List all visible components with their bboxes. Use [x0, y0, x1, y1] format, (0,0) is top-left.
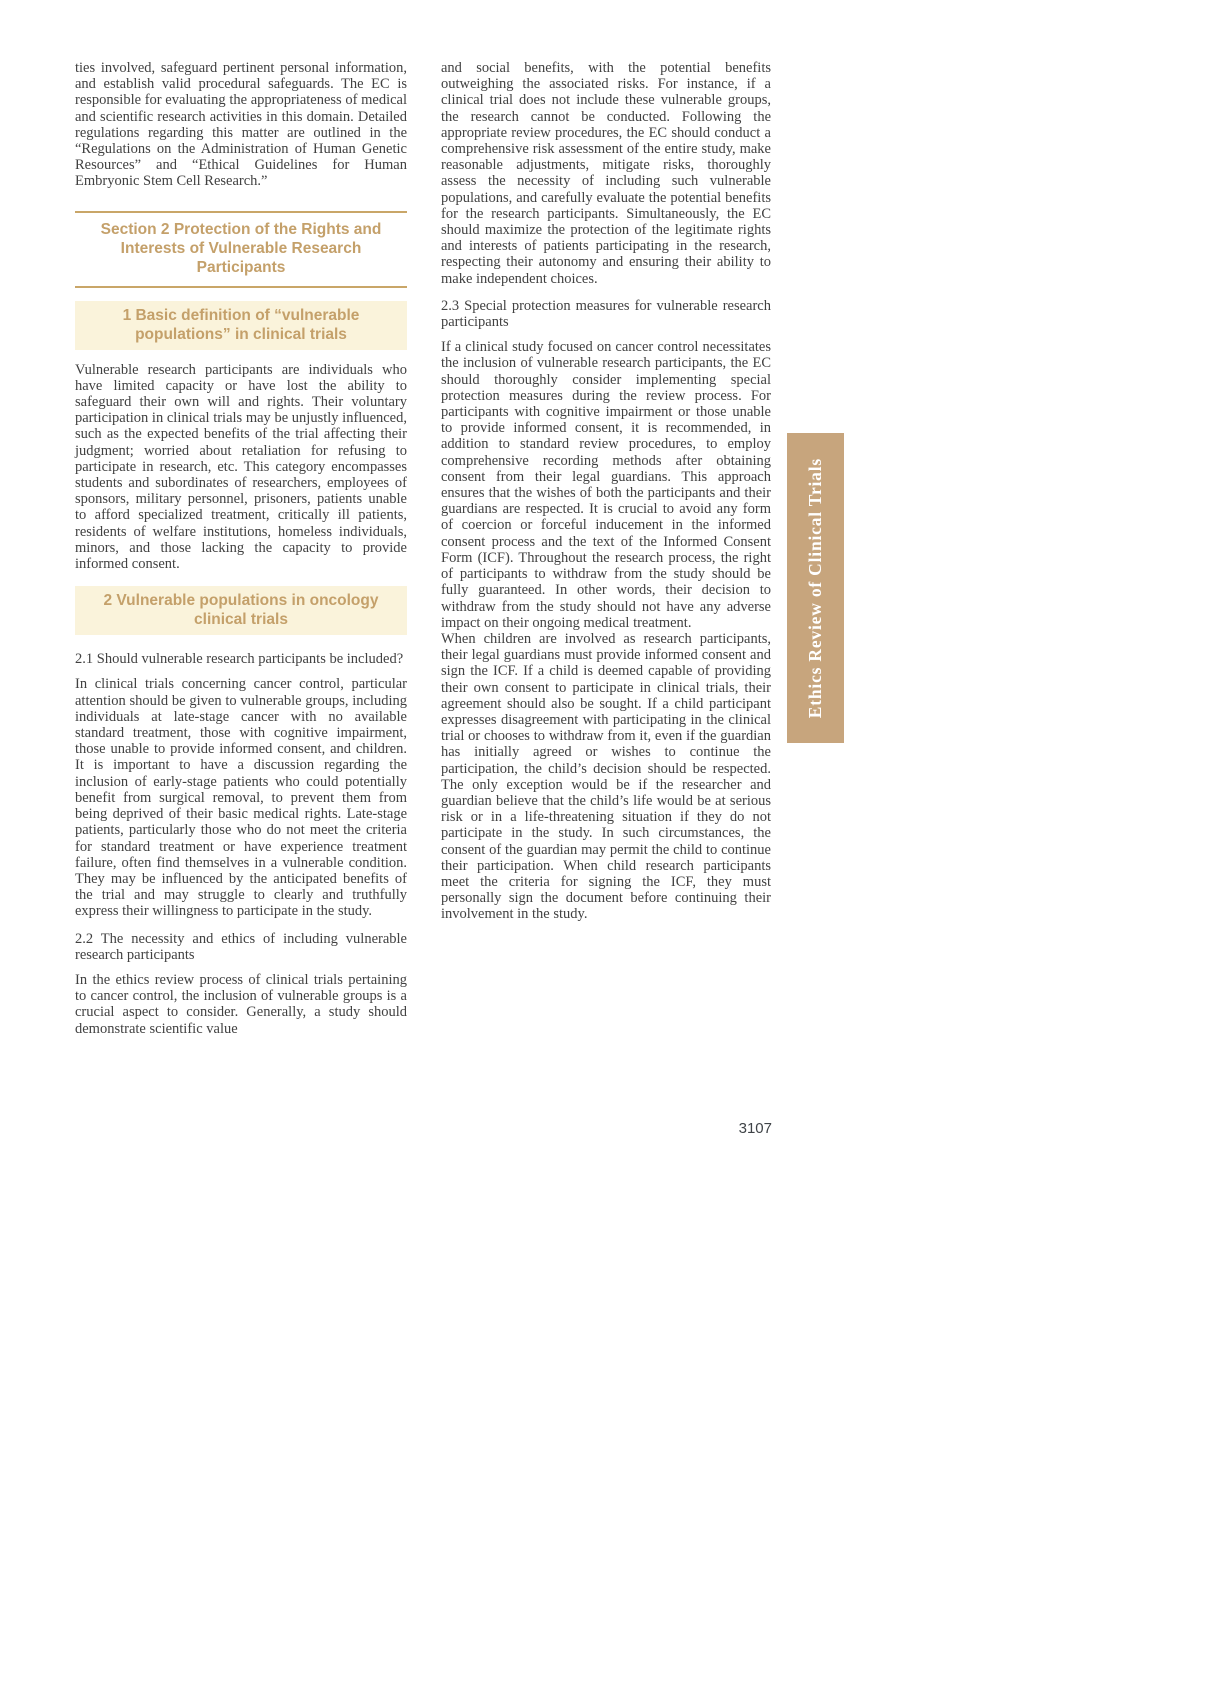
section-2-heading-block: [75, 211, 407, 288]
chapter-edge-tab-label: Ethics Review of Clinical Trials: [805, 457, 825, 719]
subsection-1-heading-block: [75, 301, 407, 350]
page-number: 3107: [738, 1120, 772, 1137]
paragraph: In clinical trials concerning cancer control, particular attention should be given to vulnerable groups, including individuals at late-stage cancer with no available standard treatment, those with cognitive impairment, those unable to provide informed consent, and children. It is important to have a discussion regarding the inclusion of early-stage patients who could potentially benefit from surgical removal, to prevent them from being deprived of their basic medical rights. Late-stage patients, particularly those who do not meet the criteria for standard treatment or have experience treatment failure, often find themselves in a vulnerable condition. They may be influenced by the anticipated benefits of the trial and may struggle to clearly and truthfully express their willingness to participate in the study.: [75, 676, 407, 920]
subsection-1-heading: 1 Basic definition of “vulnerable populations” in clinical trials: [122, 306, 360, 343]
paragraph: When children are involved as research participants, their legal guardians must provide informed consent and sign the ICF. If a child is deemed capable of providing their own consent to participate in clinical trials, their agreement should also be sought. If a child participant expresses disagreement with participating in the clinical trial or chooses to withdraw from it, even if the guardian has initially agreed or wishes to continue the participation, the child’s decision should be respected. The only exception would be if the researcher and guardian believe that the child’s life would be at serious risk or in a life-threatening situation if they do not participate in the study. In such circumstances, the consent of the guardian may permit the child to continue their participation. When child research participants meet the criteria for signing the ICF, they must personally sign the document before continuing their involvement in the study.: [441, 630, 771, 923]
subsection-2-heading-block: [75, 586, 407, 635]
paragraph: In the ethics review process of clinical trials pertaining to cancer control, the inclusion of vulnerable groups is a crucial aspect to consider. Generally, a study should demonstrate scientific value: [75, 971, 407, 1037]
subsection-2-heading: 2 Vulnerable populations in oncology clinical trials: [103, 592, 379, 629]
subhead-2-1: 2.1 Should vulnerable research participants be included?: [75, 651, 404, 668]
subhead-2-3: 2.3 Special protection measures for vulnerable research participants: [441, 297, 771, 331]
left-text-column: [75, 60, 407, 1037]
paragraph: and social benefits, with the potential benefits outweighing the associated risks. For instance, if a clinical trial does not include these vulnerable groups, the research cannot be conducted. Following the appropriate review procedures, the EC should conduct a comprehensive risk assessment of the entire study, make reasonable adjustments, mitigate risks, thoroughly assess the necessity of including such vulnerable populations, and carefully evaluate the potential benefits for the research participants. Simultaneously, the EC should maximize the protection of the legitimate rights and interests of patients participating in the research, respecting their autonomy and ensuring their ability to make independent choices.: [441, 60, 771, 287]
right-text-column: [441, 60, 771, 923]
paragraph: ties involved, safeguard pertinent personal information, and establish valid procedural safeguards. The EC is responsible for evaluating the appropriateness of medical and scientific research activities in this domain. Detailed regulations regarding this matter are outlined in the “Regulations on the Administration of Human Genetic Resources” and “Ethical Guidelines for Human Embryonic Stem Cell Research.”: [75, 60, 407, 190]
section-2-heading: Section 2 Protection of the Rights and Interests of Vulnerable Research Participants: [100, 220, 382, 276]
chapter-edge-tab: [787, 433, 844, 743]
paragraph: If a clinical study focused on cancer control necessitates the inclusion of vulnerable research participants, the EC should thoroughly consider implementing special protection measures during the review process. For participants with cognitive impairment or those unable to provide informed consent, it is recommended, in addition to standard review procedures, to employ comprehensive recording methods after obtaining consent from their legal guardians. This approach ensures that the wishes of both the participants and their guardians are respected. It is crucial to avoid any form of coercion or forceful inducement in the informed consent process and the text of the Informed Consent Form (ICF). Throughout the research process, the right of participants to withdraw from the study should be fully guaranteed. In other words, their decision to withdraw from the study should not have any adverse impact on their ongoing medical treatment.: [441, 339, 771, 631]
subhead-2-2: 2.2 The necessity and ethics of including vulnerable research participants: [75, 930, 407, 963]
paragraph: Vulnerable research participants are individuals who have limited capacity or have lost the ability to safeguard their own will and rights. Their voluntary participation in clinical trials may be unjustly influenced, such as the expected benefits of the trial affecting their judgment; worried about retaliation for refusing to participate in research, etc. This category encompasses students and subordinates of researchers, employees of sponsors, military personnel, prisoners, patients unable to afford specialized treatment, critically ill patients, residents of welfare institutions, homeless individuals, minors, and those lacking the capacity to provide informed consent.: [75, 361, 407, 573]
